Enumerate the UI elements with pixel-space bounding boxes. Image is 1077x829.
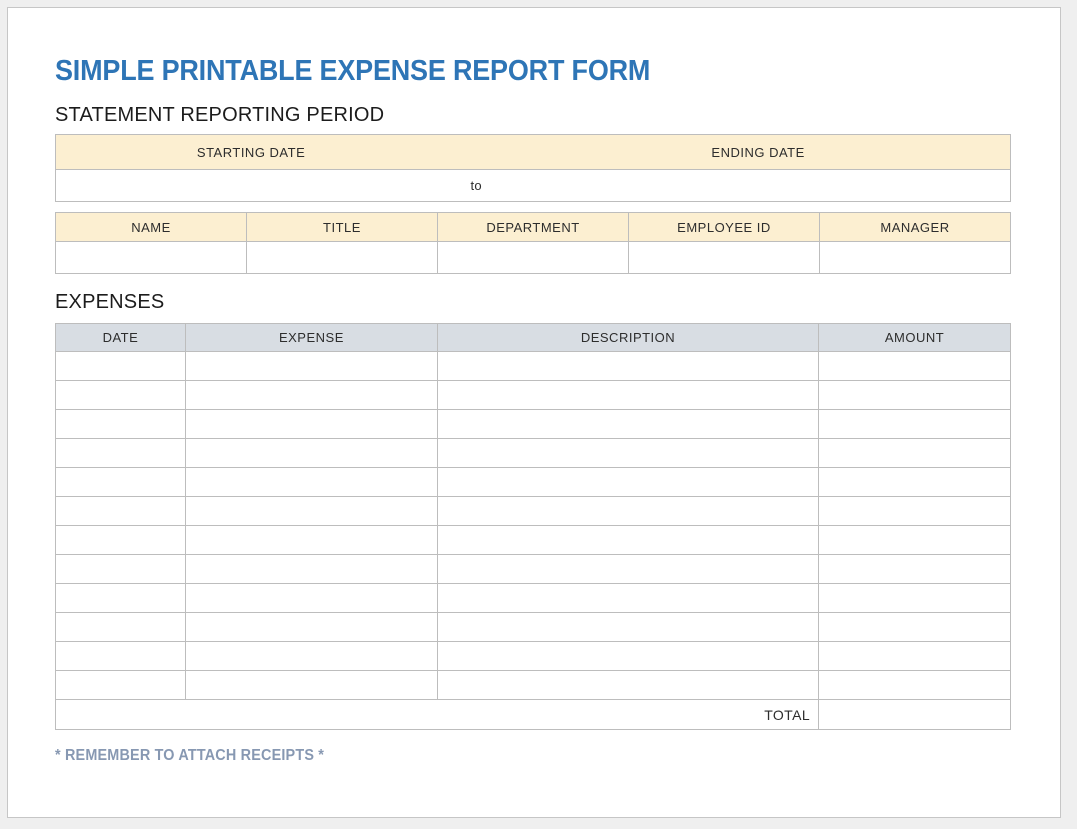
to-separator-label: to	[470, 178, 482, 193]
expense-row	[56, 468, 1011, 497]
reporting-period-header-spacer	[446, 135, 506, 169]
page-content	[8, 8, 1060, 765]
expense-amount-cell[interactable]	[819, 497, 1011, 526]
name-field[interactable]	[56, 242, 247, 274]
name-column-header: NAME	[56, 213, 247, 242]
expense-expense-cell[interactable]	[185, 642, 437, 671]
amount-column-header: AMOUNT	[819, 324, 1011, 352]
expense-row	[56, 439, 1011, 468]
expense-expense-cell[interactable]	[185, 352, 437, 381]
expense-date-cell[interactable]	[56, 439, 186, 468]
expense-expense-cell[interactable]	[185, 381, 437, 410]
expense-expense-cell[interactable]	[185, 555, 437, 584]
expense-rows	[56, 352, 1011, 700]
expense-amount-cell[interactable]	[819, 584, 1011, 613]
expense-date-cell[interactable]	[56, 671, 186, 700]
expense-date-cell[interactable]	[56, 497, 186, 526]
department-field[interactable]	[438, 242, 629, 274]
starting-date-header: STARTING DATE	[196, 144, 306, 160]
expense-row	[56, 642, 1011, 671]
department-column-header: DEPARTMENT	[438, 213, 629, 242]
expense-description-cell[interactable]	[437, 642, 818, 671]
expense-row	[56, 381, 1011, 410]
reporting-period-table	[55, 134, 1011, 202]
expense-row	[56, 555, 1011, 584]
total-amount-field[interactable]	[819, 700, 1011, 730]
expense-date-cell[interactable]	[56, 613, 186, 642]
expense-row	[56, 352, 1011, 381]
expenses-table	[55, 323, 1011, 730]
expense-row	[56, 410, 1011, 439]
expense-description-cell[interactable]	[437, 526, 818, 555]
employee-id-column-header: EMPLOYEE ID	[629, 213, 820, 242]
total-row	[56, 700, 1011, 730]
expense-description-cell[interactable]	[437, 671, 818, 700]
expense-amount-cell[interactable]	[819, 381, 1011, 410]
title-column-header: TITLE	[247, 213, 438, 242]
reporting-period-value-row	[56, 170, 1010, 201]
expense-amount-cell[interactable]	[819, 468, 1011, 497]
expense-column-header: EXPENSE	[185, 324, 437, 352]
expense-amount-cell[interactable]	[819, 613, 1011, 642]
ending-date-header: ENDING DATE	[711, 144, 805, 160]
employee-info-header-row	[56, 213, 1011, 242]
expense-date-cell[interactable]	[56, 555, 186, 584]
expense-date-cell[interactable]	[56, 410, 186, 439]
receipts-note: * REMEMBER TO ATTACH RECEIPTS *	[55, 747, 325, 764]
expense-row	[56, 613, 1011, 642]
expense-amount-cell[interactable]	[819, 555, 1011, 584]
expense-row	[56, 584, 1011, 613]
expense-amount-cell[interactable]	[819, 671, 1011, 700]
expense-date-cell[interactable]	[56, 381, 186, 410]
employee-id-field[interactable]	[629, 242, 820, 274]
expense-expense-cell[interactable]	[185, 497, 437, 526]
date-column-header: DATE	[56, 324, 186, 352]
expense-amount-cell[interactable]	[819, 410, 1011, 439]
expense-description-cell[interactable]	[437, 584, 818, 613]
expense-row	[56, 671, 1011, 700]
expense-expense-cell[interactable]	[185, 410, 437, 439]
document-page	[7, 7, 1061, 818]
total-label: TOTAL	[56, 700, 819, 730]
expense-amount-cell[interactable]	[819, 439, 1011, 468]
expense-expense-cell[interactable]	[185, 671, 437, 700]
expense-date-cell[interactable]	[56, 642, 186, 671]
manager-field[interactable]	[820, 242, 1011, 274]
expense-expense-cell[interactable]	[185, 613, 437, 642]
expense-expense-cell[interactable]	[185, 468, 437, 497]
ending-date-field[interactable]	[506, 170, 1010, 201]
expense-amount-cell[interactable]	[819, 642, 1011, 671]
expense-amount-cell[interactable]	[819, 526, 1011, 555]
page-title: SIMPLE PRINTABLE EXPENSE REPORT FORM	[55, 55, 651, 87]
employee-info-value-row	[56, 242, 1011, 274]
expense-row	[56, 526, 1011, 555]
expense-expense-cell[interactable]	[185, 526, 437, 555]
title-field[interactable]	[247, 242, 438, 274]
reporting-period-header-row	[56, 135, 1010, 170]
expense-description-cell[interactable]	[437, 410, 818, 439]
expense-description-cell[interactable]	[437, 381, 818, 410]
expense-expense-cell[interactable]	[185, 439, 437, 468]
expense-description-cell[interactable]	[437, 439, 818, 468]
expense-date-cell[interactable]	[56, 526, 186, 555]
expense-description-cell[interactable]	[437, 468, 818, 497]
expense-description-cell[interactable]	[437, 352, 818, 381]
expense-description-cell[interactable]	[437, 497, 818, 526]
expense-date-cell[interactable]	[56, 468, 186, 497]
description-column-header: DESCRIPTION	[437, 324, 818, 352]
manager-column-header: MANAGER	[820, 213, 1011, 242]
expenses-heading: EXPENSES	[55, 291, 165, 313]
employee-info-table	[55, 212, 1011, 274]
expense-description-cell[interactable]	[437, 555, 818, 584]
expense-expense-cell[interactable]	[185, 584, 437, 613]
starting-date-field[interactable]	[56, 170, 446, 201]
expense-row	[56, 497, 1011, 526]
expense-date-cell[interactable]	[56, 352, 186, 381]
expense-date-cell[interactable]	[56, 584, 186, 613]
expense-description-cell[interactable]	[437, 613, 818, 642]
expenses-header-row	[56, 324, 1011, 352]
reporting-period-heading: STATEMENT REPORTING PERIOD	[55, 104, 385, 126]
expense-amount-cell[interactable]	[819, 352, 1011, 381]
